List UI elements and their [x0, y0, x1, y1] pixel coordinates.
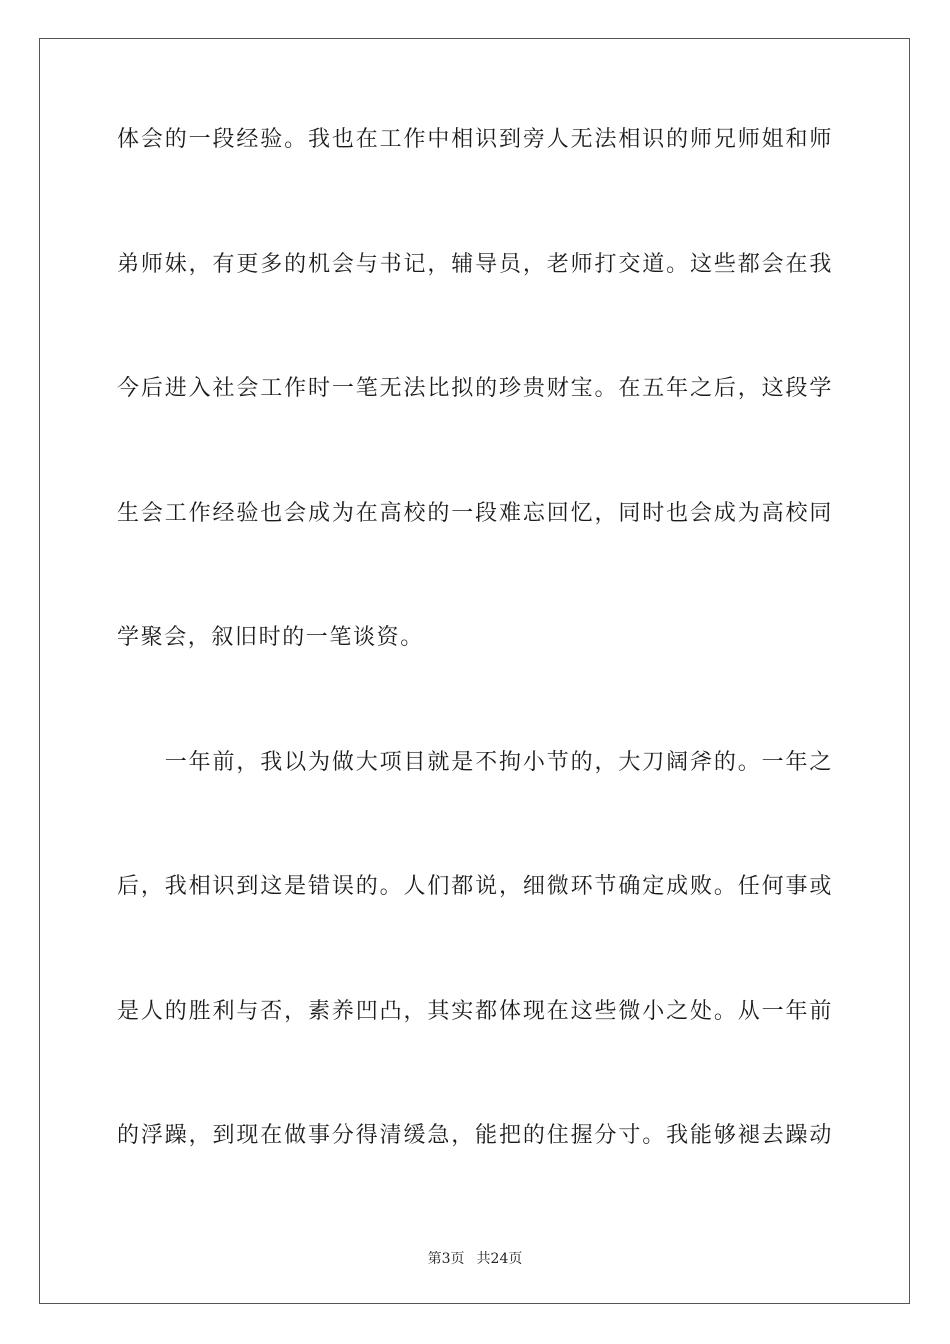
text-line: 弟师妹，有更多的机会与书记，辅导员，老师打交道。这些都会在我: [117, 251, 833, 277]
text-line: 生会工作经验也会成为在高校的一段难忘回忆，同时也会成为高校同: [117, 500, 833, 526]
text-line: 今后进入社会工作时一笔无法比拟的珍贵财宝。在五年之后，这段学: [117, 376, 833, 401]
page-total: 共24页: [476, 1251, 523, 1267]
text-line: 学聚会，叙旧时的一笔谈资。: [117, 625, 424, 650]
body-text: [117, 128, 833, 1249]
text-line: 体会的一段经验。我也在工作中相识到旁人无法相识的师兄师姐和师: [117, 127, 833, 152]
text-line: 的浮躁，到现在做事分得清缓急，能把的住握分寸。我能够褪去躁动: [117, 1123, 833, 1148]
page-number: 第3页: [427, 1251, 465, 1267]
page-footer: [0, 1248, 950, 1268]
text-line: 一年前，我以为做大项目就是不拘小节的，大刀阔斧的。一年之: [117, 749, 833, 775]
text-line: 是人的胜利与否，素养凹凸，其实都体现在这些微小之处。从一年前: [117, 998, 833, 1024]
text-line: 后，我相识到这是错误的。人们都说，细微环节确定成败。任何事或: [117, 874, 833, 899]
